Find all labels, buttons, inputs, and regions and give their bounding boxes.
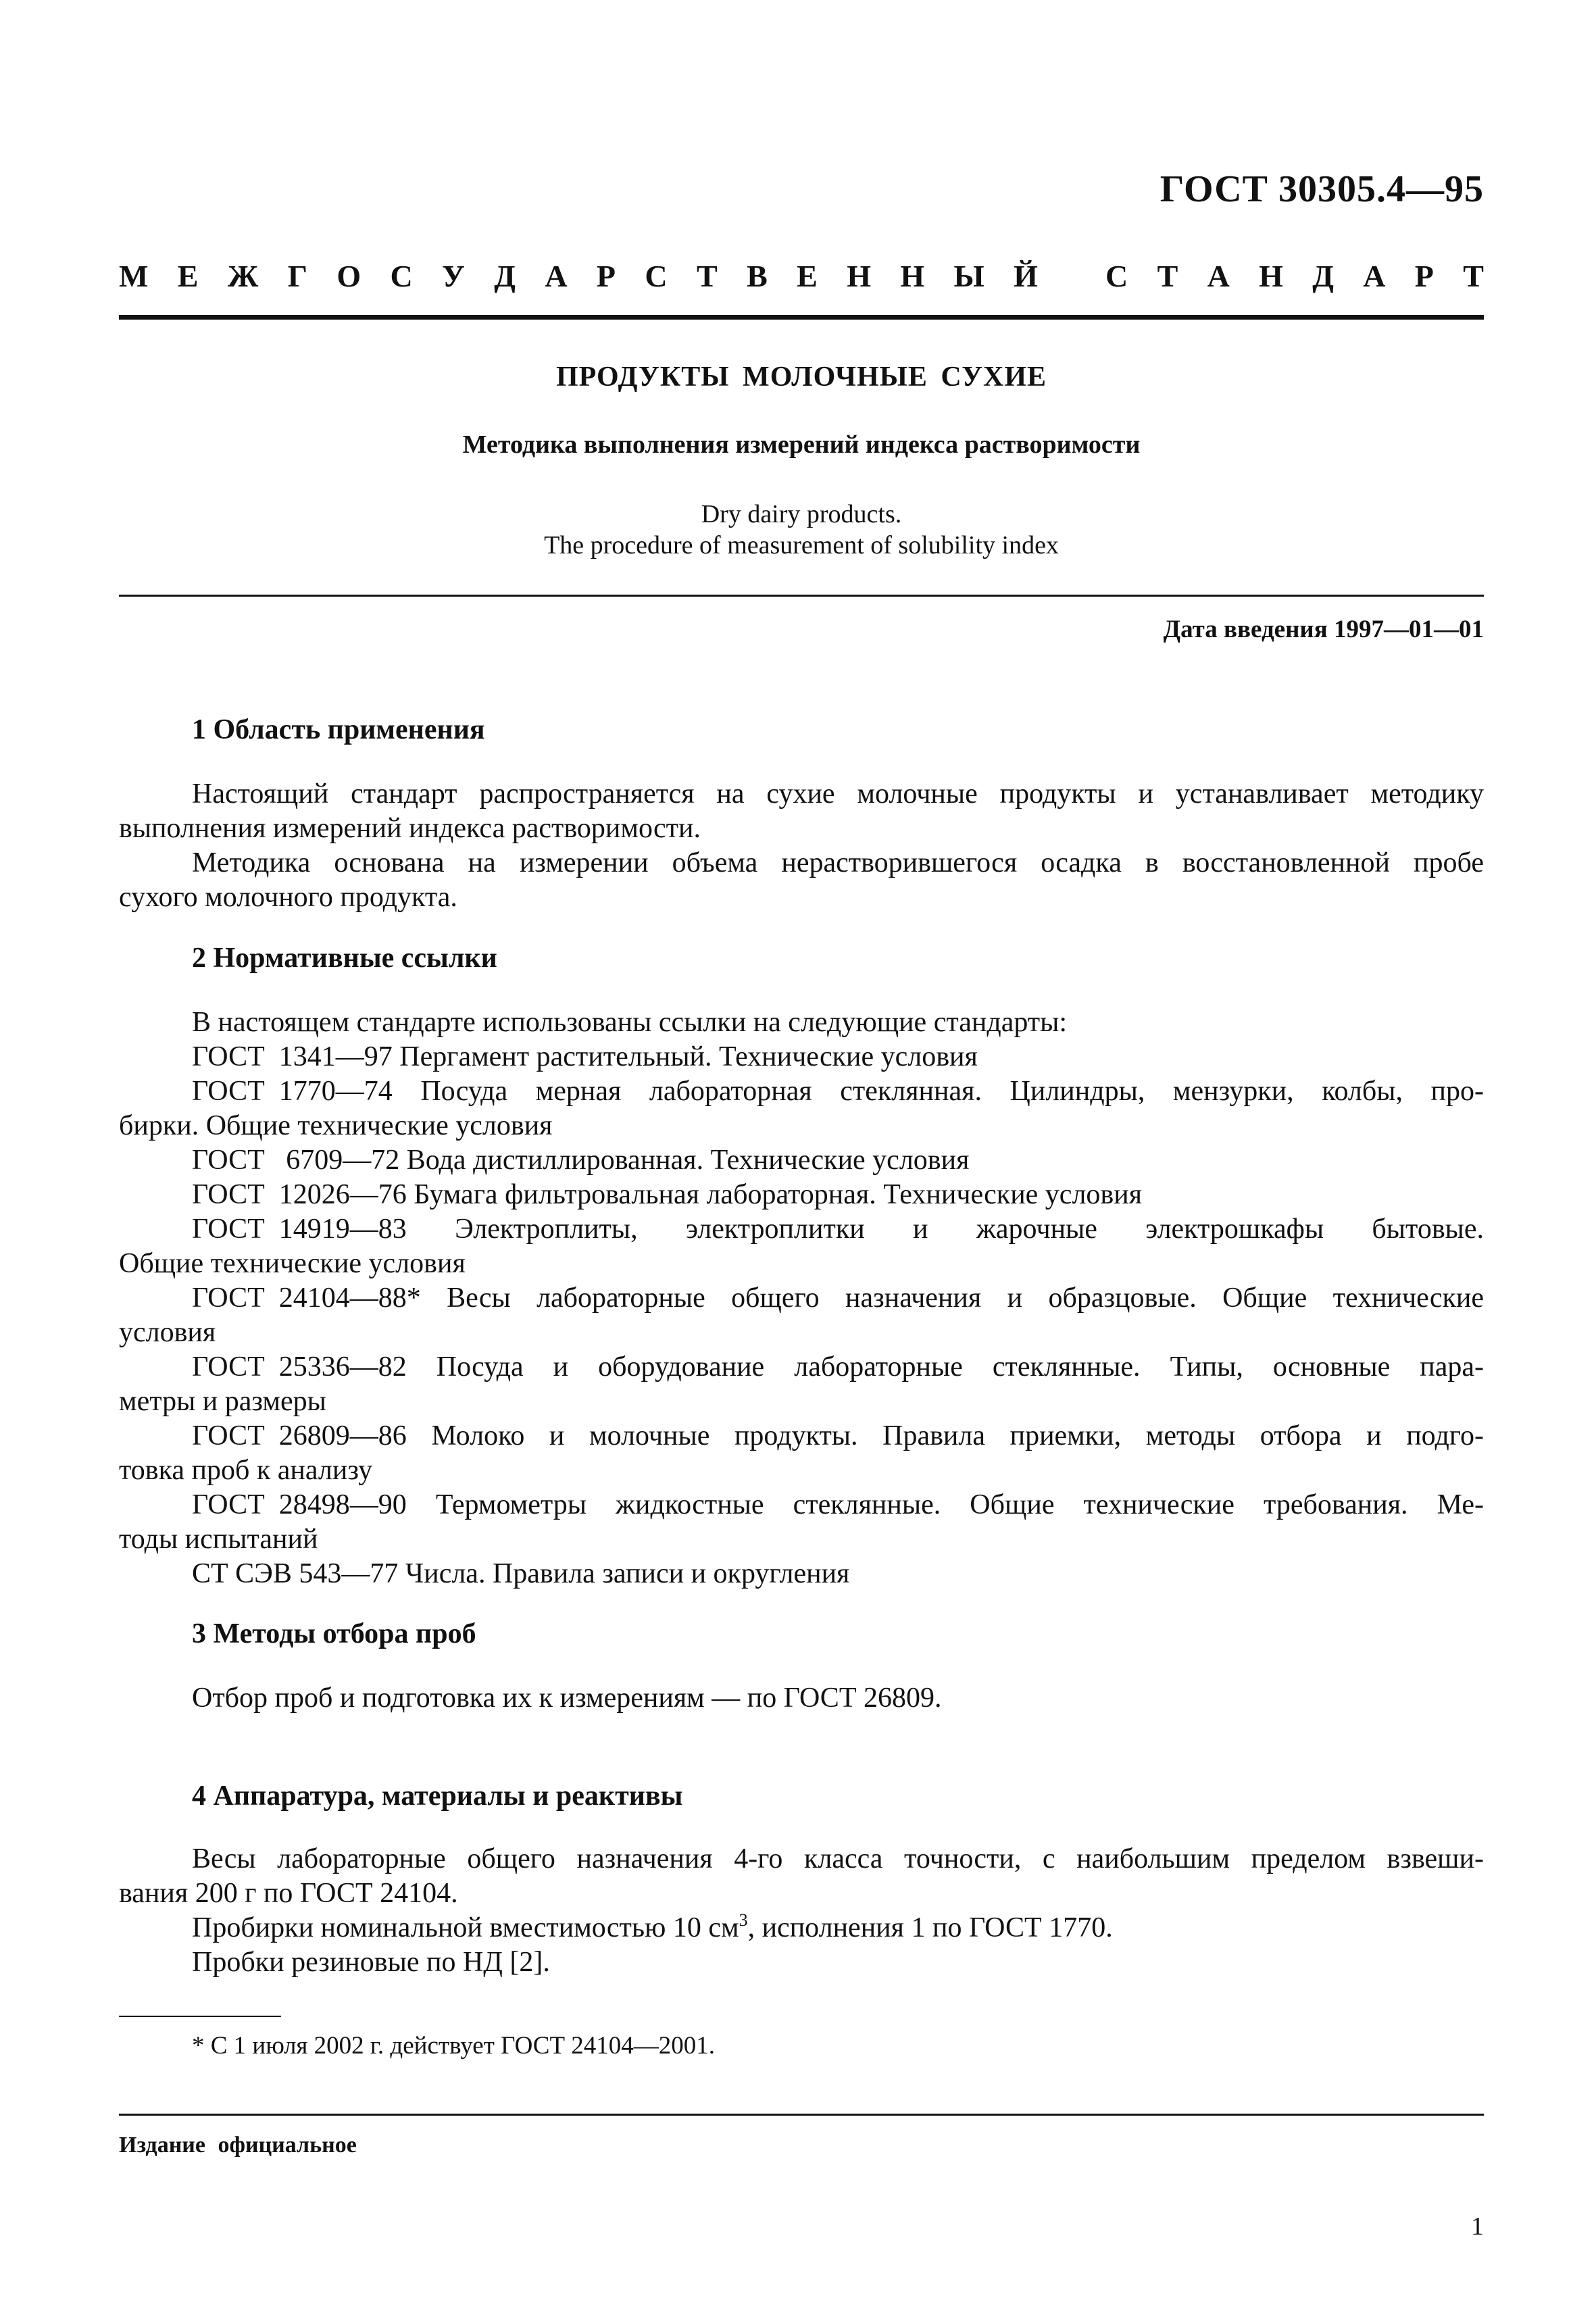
paragraph-line: выполнения измерений индекса растворимости. [119,813,701,844]
footnote-rule [119,2016,281,2017]
banner-letter: А [545,259,568,293]
reference-title: Посуда и оборудование лабораторные стеклянные. Типы, основные пара- [436,1351,1485,1383]
banner-letter: Д [1312,259,1334,293]
banner-letter: А [1207,259,1230,293]
reference-item [119,1419,1484,1453]
paragraph-line: вания 200 г по ГОСТ 24104. [119,1878,458,1909]
paragraph-text: Пробирки номинальной вместимостью 10 см [192,1912,739,1943]
banner-letter: Т [1157,259,1178,293]
paragraph-line [119,1911,1484,1945]
banner-letter: С [1105,259,1128,293]
banner-letter: Й [1014,259,1038,293]
banner-letter: В [747,259,768,293]
subtitle: Методика выполнения измерений индекса растворимости [462,430,1141,459]
reference-continuation: тоды испытаний [119,1524,318,1555]
banner-word-standard [1105,258,1484,294]
reference-title: Пергамент растительный. Технические условия [399,1041,978,1072]
reference-title: Термометры жидкостные стеклянные. Общие технические требования. Ме- [435,1489,1484,1520]
banner-letter: Р [1414,259,1434,293]
reference-title: Весы лабораторные общего назначения и образцовые. Общие технические [447,1283,1485,1314]
reference-item [119,1040,1484,1074]
reference-code: ГОСТ 28498—90 [192,1489,407,1520]
reference-code: ГОСТ 24104—88* [192,1283,421,1314]
standard-banner [119,258,1484,294]
reference-continuation: товка проб к анализу [119,1455,373,1486]
banner-letter: Н [1259,259,1283,293]
reference-item [119,1212,1484,1247]
reference-title: Бумага фильтровальная лабораторная. Технические условия [414,1179,1143,1210]
reference-title: Посуда мерная лабораторная стеклянная. Цилиндры, мензурки, колбы, про- [420,1076,1484,1107]
section-3-heading: 3 Методы отбора проб [192,1618,476,1649]
reference-item [119,1143,1484,1178]
banner-letter: У [442,259,465,293]
banner-letter: А [1363,259,1386,293]
reference-item [119,1488,1484,1522]
introduction-date: Дата введения 1997—01—01 [1163,616,1484,643]
reference-list [119,1040,1484,1557]
reference-continuation: метры и размеры [119,1386,326,1417]
section-2-body [119,1005,1484,1591]
reference-code: ГОСТ 25336—82 [192,1351,407,1383]
reference-code: ГОСТ 1341—97 [192,1041,393,1072]
banner-word-interstate [119,258,1038,294]
paragraph-line: Отбор проб и подготовка их к измерениям — по ГОСТ 26809. [192,1683,942,1714]
reference-title: Электроплиты, электроплитки и жарочные электрошкафы бытовые. [455,1214,1485,1245]
footnote: * С 1 июля 2002 г. действует ГОСТ 24104—2001. [192,2032,716,2060]
header-rule [119,315,1484,320]
reference-item [119,1350,1484,1385]
banner-letter: Е [177,259,199,293]
reference-code: ГОСТ 26809—86 [192,1420,407,1451]
reference-title: Вода дистиллированная. Технические условия [406,1145,970,1176]
page-number: 1 [1471,2212,1484,2241]
reference-code: ГОСТ 14919—83 [192,1214,407,1245]
section-2-heading: 2 Нормативные ссылки [192,943,497,974]
main-title: ПРОДУКТЫ МОЛОЧНЫЕ СУХИЕ [555,362,1047,393]
section-1-body [119,777,1484,915]
banner-letter: Р [596,259,616,293]
english-title [119,499,1484,561]
banner-letter: М [119,259,149,293]
banner-letter: Н [847,259,871,293]
reference-item [119,1178,1484,1212]
banner-letter: С [390,259,413,293]
reference-continuation: условия [119,1317,216,1348]
banner-letter: Н [900,259,925,293]
banner-letter: Т [1463,259,1484,293]
reference-continuation: бирки. Общие технические условия [119,1110,553,1141]
section-3-body [119,1681,1484,1716]
reference-continuation: Общие технические условия [119,1248,466,1279]
reference-title: Молоко и молочные продукты. Правила приемки, методы отбора и подго- [431,1420,1485,1451]
edition-label: Издание официальное [119,2133,357,2158]
section-4-body [119,1842,1484,1980]
banner-letter: Г [287,259,307,293]
reference-item [119,1074,1484,1109]
english-title-line-1: Dry dairy products. [701,500,902,528]
footer-rule [119,2114,1484,2116]
reference-item: СТ СЭВ 543—77 Числа. Правила записи и округления [192,1558,850,1589]
paragraph-line: Пробки резиновые по НД [2]. [192,1947,550,1978]
document-page [119,0,1484,2315]
paragraph-line: сухого молочного продукта. [119,882,457,913]
reference-code: ГОСТ 12026—76 [192,1179,407,1210]
document-number: ГОСТ 30305.4—95 [1159,168,1484,210]
title-rule [119,595,1484,597]
banner-letter: Ж [227,259,259,293]
reference-item [119,1281,1484,1316]
section-1-heading: 1 Область применения [192,714,485,745]
paragraph-text: , исполнения 1 по ГОСТ 1770. [747,1912,1113,1943]
paragraph-line: Методика основана на измерении объема нерастворившегося осадка в восстановленной пробе [192,847,1484,878]
banner-letter: Ы [953,259,984,293]
superscript: 3 [739,1910,748,1930]
banner-letter: Т [697,259,718,293]
paragraph-line: В настоящем стандарте использованы ссылки на следующие стандарты: [192,1007,1068,1038]
reference-code: ГОСТ 6709—72 [192,1145,400,1176]
reference-code: ГОСТ 1770—74 [192,1076,393,1107]
banner-letter: С [645,259,668,293]
english-title-line-2: The procedure of measurement of solubility index [544,531,1059,559]
paragraph-line: Весы лабораторные общего назначения 4-го класса точности, с наибольшим пределом взвеши- [192,1843,1484,1874]
banner-letter: Е [797,259,818,293]
banner-letter: О [336,259,361,293]
paragraph-line: Настоящий стандарт распространяется на сухие молочные продукты и устанавливает методику [192,778,1484,810]
banner-letter: Д [494,259,516,293]
section-4-heading: 4 Аппаратура, материалы и реактивы [192,1781,683,1812]
